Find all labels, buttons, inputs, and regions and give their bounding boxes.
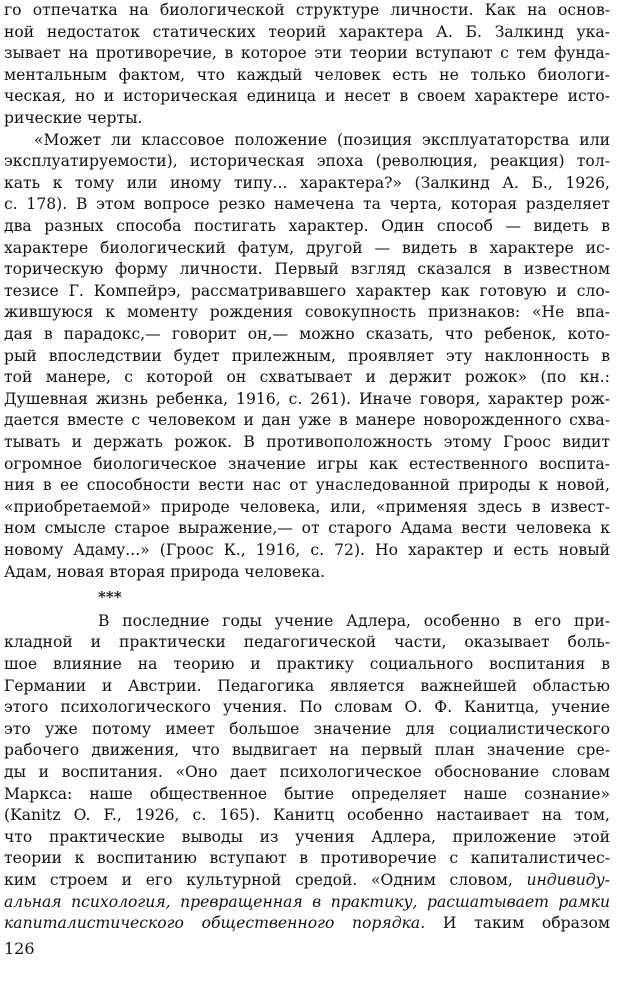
text-line: (Kanitz O. F., 1926, с. 165). Канитц особенно настаивает на том, (4, 806, 610, 825)
text-line: торическую форму личности. Первый взгляд сказался в известном (4, 260, 610, 279)
text-line: Германии и Австрии. Педагогика является важнейшей областью (4, 676, 610, 695)
text-line: что практические выводы из учения Адлера, приложение этой (4, 827, 610, 846)
text-line: характере биологический фатум, другой — видеть в характере ис- (4, 238, 610, 257)
text-line: два разных способа постигать характер. Один способ — видеть в (4, 217, 610, 235)
text-line: го отпечатка на биологической структуре личности. Как на основ- (4, 1, 610, 19)
text-line: рабочего движения, что выдвигает на первый план значение сре- (4, 741, 610, 760)
text-line: жившуюся к моменту рождения совокупность признаков: «Не впа- (4, 303, 610, 322)
text-line: В последние годы учение Адлера, особенно в его при- (98, 611, 610, 630)
text-line: рый впоследствии будет прилежным, проявляет эту наклонность в (4, 346, 610, 365)
text-line: тезисе Г. Компейрэ, рассматривавшего характер как готовую и сло- (4, 281, 610, 300)
text-line: кать к тому или иному типу... характера?» (Залкинд А. Б., 1926, (4, 173, 610, 192)
text-line: шое влияние на теорию и практику социального воспитания в (4, 655, 610, 673)
text-line-italic: альная психология, превращенная в практику, расшатывает рамки (4, 892, 610, 911)
text-line: эксплуатируемости), историческая эпоха (революция, реакция) тол- (4, 152, 610, 171)
text-line: Душевная жизнь ребенка, 1916, с. 261). Иначе говоря, характер рож- (4, 389, 610, 408)
text-line: этого психологического учения. По словам О. Ф. Канитца, учение (4, 698, 610, 717)
text-line: зывает на противоречие, в которое эти теории вступают с тем фунда- (4, 44, 610, 63)
text-line: ческая, но и историческая единица и несет в своем характере исто- (4, 87, 610, 106)
text-line: капиталистического общественного порядка. И таким образом (4, 914, 610, 933)
text-line: «приобретаемой» природе человека, или, «применяя здесь в извест- (4, 497, 610, 516)
text-line: ментальным фактом, что каждый человек есть не только биологи- (4, 65, 610, 84)
text-line: тывать и держать рожок. В противоположность этому Гроос видит (4, 433, 610, 451)
text-line: ким строем и его культурной средой. «Одним словом, индивиду- (4, 871, 610, 889)
text-line: с. 178). В этом вопросе резко намечена та черта, которая разделяет (4, 195, 610, 214)
text-line: новому Адаму...» (Гроос К., 1916, с. 72). Но характер и есть новый (4, 541, 610, 559)
text-line: Маркса: наше общественное бытие определяет наше сознание» (4, 784, 610, 803)
section-separator: *** (98, 588, 122, 607)
text-line: огромное биологическое значение игры как естественного воспита- (4, 454, 610, 473)
page-number: 126 (4, 938, 35, 958)
text-line: ной недостаток статических теорий характера А. Б. Залкинд ука- (4, 22, 610, 41)
text-line: это уже потому имеет большое значение для социалистического (4, 719, 610, 738)
text-line: ном смысле старое выражение,— от старого Адама вести человека к (4, 519, 610, 538)
text-line: «Может ли классовое положение (позиция эксплуататорства или (34, 130, 610, 149)
text-line: теории к воспитанию вступают в противоречие с капиталистичес- (4, 849, 610, 868)
text-line: дается вместе с человеком и дан уже в манере новорожденного схва- (4, 411, 610, 430)
text-line: дая в парадокс,— говорит он,— можно сказать, что ребенок, кото- (4, 325, 610, 343)
text-line: той манере, с которой он схватывает и держит рожок» (по кн.: (4, 368, 610, 387)
text-line: Адам, новая вторая природа человека. (4, 562, 326, 581)
text-line: ды и воспитания. «Оно дает психологическое обоснование словам (4, 763, 610, 781)
text-line: кладной и практически педагогической части, оказывает боль- (4, 633, 610, 652)
text-line: ния в ее способности вести нас от унаследованной природы к новой, (4, 476, 610, 495)
text-line: рические черты. (4, 109, 143, 127)
